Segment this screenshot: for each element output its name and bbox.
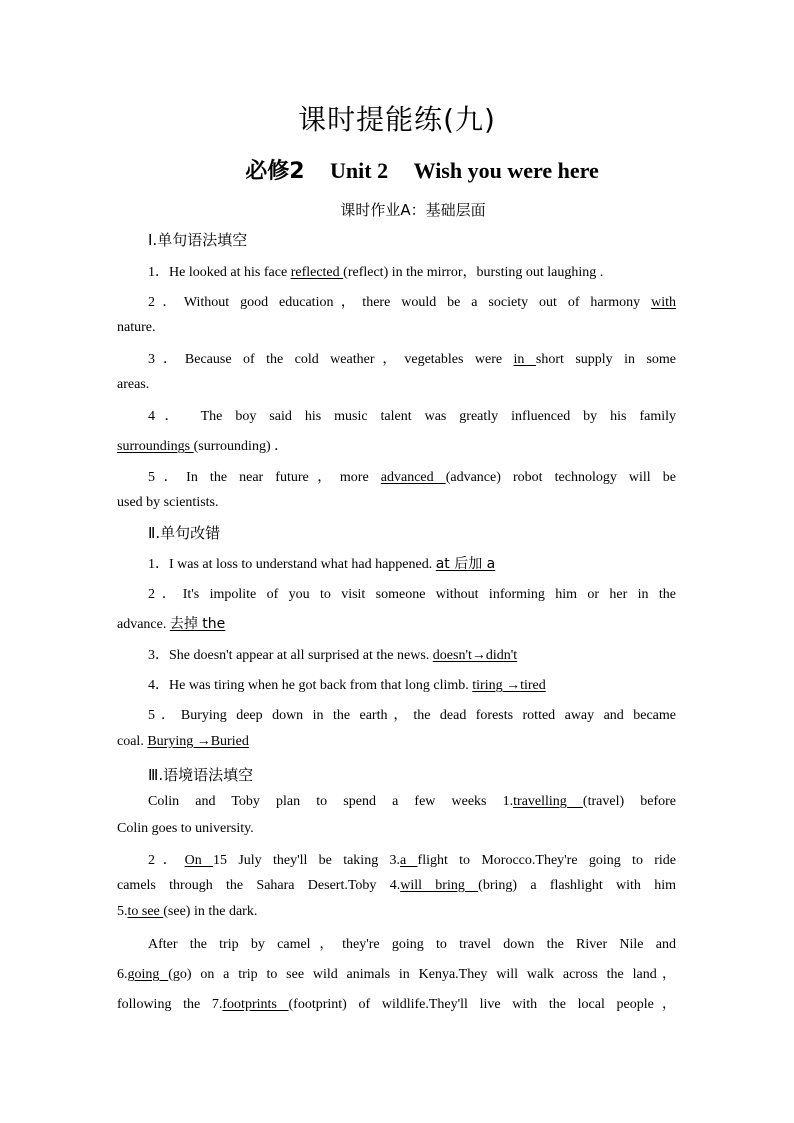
question-2-2: 2．It's impolite of you to visit someone without informing him or her in the [148, 587, 676, 602]
passage-line-8: following the 7.footprints (footprint) of wildlife.They'll live with the local people， [117, 997, 676, 1012]
answer: 去掉 the [169, 616, 226, 632]
answer: Burying →Buried [147, 734, 249, 749]
question-1-5: 5．In the near future，more advanced (advance) robot technology will be [148, 470, 677, 485]
answer: tiring →tired [472, 678, 546, 693]
passage-line-6: After the trip by camel，they're going to travel down the River Nile and [148, 937, 676, 952]
answer: On [184, 853, 214, 868]
answer: in [513, 352, 536, 367]
answer: surroundings [117, 439, 194, 454]
answer: a [400, 853, 418, 868]
answer: going [127, 967, 169, 982]
question-1-3-cont: areas. [117, 377, 150, 392]
passage-line-7: 6.going (go) on a trip to see wild animals in Kenya.They will walk across the land， [117, 967, 677, 982]
book-label: 必修2 [245, 159, 305, 184]
question-2-2-cont: advance. 去掉 the [117, 616, 226, 632]
answer: travelling [513, 794, 583, 809]
page-title: 课时提能练(九) [298, 103, 496, 136]
question-1-5-cont: used by scientists. [117, 495, 219, 510]
unit-subtitle [0, 154, 794, 185]
question-1-4-cont: surroundings (surrounding) ． [117, 439, 289, 454]
answer: footprints [222, 997, 289, 1012]
answer: at 后加 a [435, 556, 496, 572]
unit-label: Unit 2 [330, 158, 389, 183]
question-2-4: 4．He was tiring when he got back from that long climb. tiring →tired [148, 678, 546, 693]
passage-line-1: Colin and Toby plan to spend a few weeks 1.travelling (travel) before [148, 794, 676, 809]
passage-line-2: Colin goes to university. [117, 821, 254, 836]
answer: will bring [400, 878, 479, 893]
section-2-heading: Ⅱ.单句改错 [148, 524, 221, 542]
section-1-heading: Ⅰ.单句语法填空 [148, 231, 248, 249]
assignment-label: 课时作业A：基础层面 [340, 201, 486, 219]
passage-line-5: 5.to see (see) in the dark. [117, 904, 258, 919]
answer: with [651, 295, 676, 310]
section-3-heading: Ⅲ.语境语法填空 [148, 766, 254, 784]
passage-line-4: camels through the Sahara Desert.Toby 4.will bring (bring) a flashlight with him [117, 878, 676, 893]
answer: to see [127, 904, 164, 919]
answer: advanced [380, 470, 446, 485]
question-2-5: 5．Burying deep down in the earth，the dead forests rotted away and became [148, 708, 676, 723]
question-1-2-cont: nature. [117, 320, 156, 335]
question-2-3: 3．She doesn't appear at all surprised at the news. doesn't→didn't [148, 648, 518, 663]
passage-line-3: 2．On 15 July they'll be taking 3.a flight to Morocco.They're going to ride [148, 853, 677, 868]
answer: reflected [290, 265, 344, 280]
question-2-5-cont: coal. Burying →Buried [117, 734, 249, 749]
question-1-4: 4． The boy said his music talent was greatly influenced by his family [148, 409, 676, 424]
unit-name: Wish you were here [413, 158, 599, 183]
question-1-1: 1．He looked at his face reflected (reflect) in the mirror，bursting out laughing . [148, 265, 604, 280]
question-1-2: 2．Without good education，there would be a society out of harmony with [148, 295, 676, 310]
question-2-1: 1．I was at loss to understand what had happened. at 后加 a [148, 556, 496, 572]
answer: doesn't→didn't [432, 648, 518, 663]
question-1-3: 3．Because of the cold weather，vegetables were in short supply in some [148, 352, 677, 367]
